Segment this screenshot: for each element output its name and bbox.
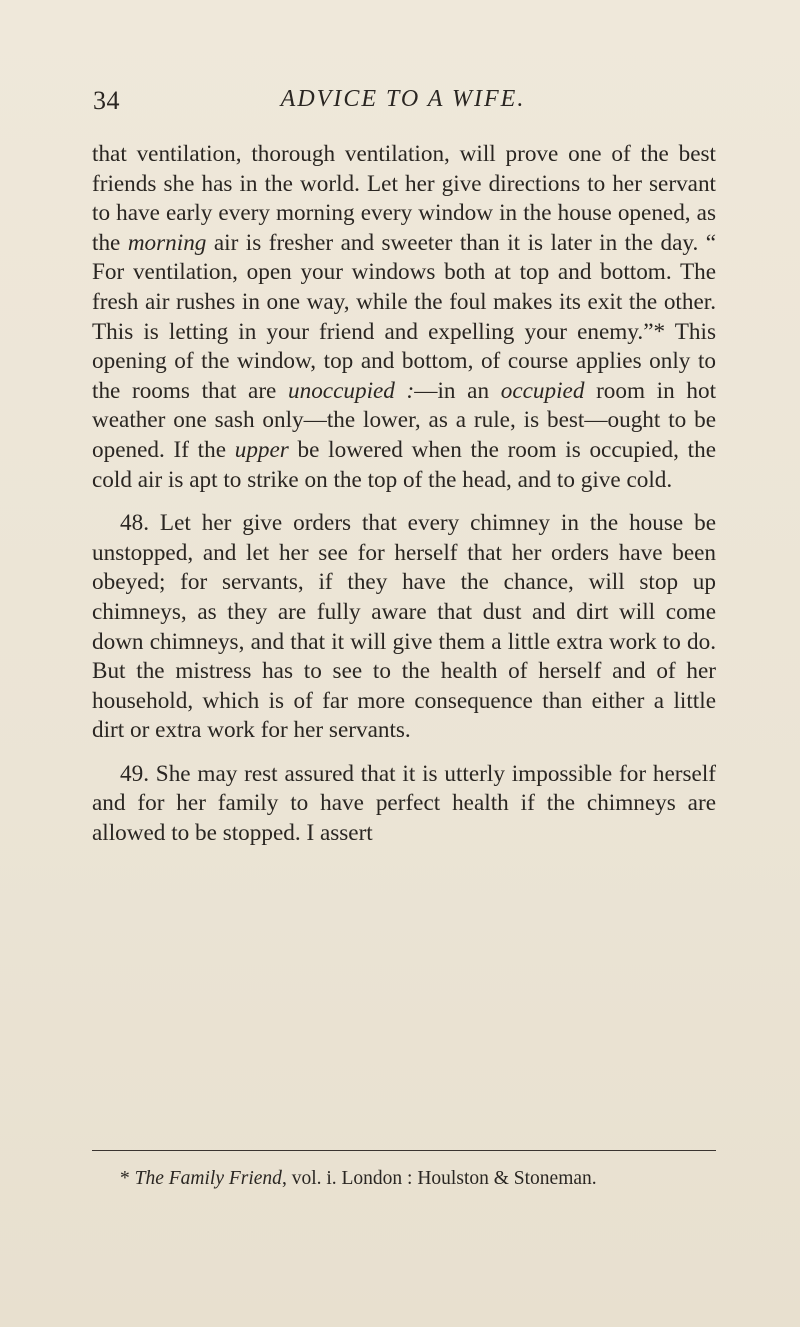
running-title: ADVICE TO A WIFE. (280, 86, 526, 112)
paragraph-continued: that ventilation, thorough ventilation, will prove one of the best friends she has in the world. Let her give directions to her servant to have early every morning every window in the house opened, as the morning air is fresher and sweeter than it is later in the day. “ For ventilation, open your windows both at top and bottom. The fresh air rushes in one way, while the foul makes its exit the other. This is letting in your friend and expelling your enemy.”* This opening of the window, top and bottom, of course applies only to the rooms that are unoccupied :—in an occupied room in hot weather one sash only—the lower, as a rule, is best—ought to be opened. If the upper be lowered when the room is occupied, the cold air is apt to strike on the top of the head, and to give cold. (92, 141, 717, 493)
page-header (93, 86, 713, 126)
footnote-citation: , vol. i. London : Houlston & Stoneman. (281, 1168, 597, 1189)
emphasis-morning: morning (127, 229, 207, 256)
footnote (92, 1166, 716, 1191)
paragraph-49: 49. She may rest assured that it is utterly impossible for herself and for her family to have perfect health if the chimneys are allowed to be stopped. I assert (92, 760, 716, 847)
page-number: 34 (93, 86, 120, 115)
footnote-rule (92, 1150, 716, 1151)
emphasis-upper: upper (234, 436, 289, 463)
emphasis-occupied: occupied (500, 377, 585, 404)
body-text (92, 140, 716, 849)
emphasis-unoccupied: unoccupied : (288, 377, 415, 404)
footnote-marker: * (120, 1168, 135, 1189)
footnote-title: The Family Friend (134, 1168, 282, 1189)
paragraph-48: 48. Let her give orders that every chimney in the house be unstopped, and let her see for herself that her orders have been obeyed; for servants, if they have the chance, will stop up chimneys, as they are fully aware that dust and dirt will come down chimneys, and that it will give them a little extra work to do. But the mistress has to see to the health of herself and of her household, which is of far more consequence than either a little dirt or extra work for her servants. (92, 510, 716, 744)
